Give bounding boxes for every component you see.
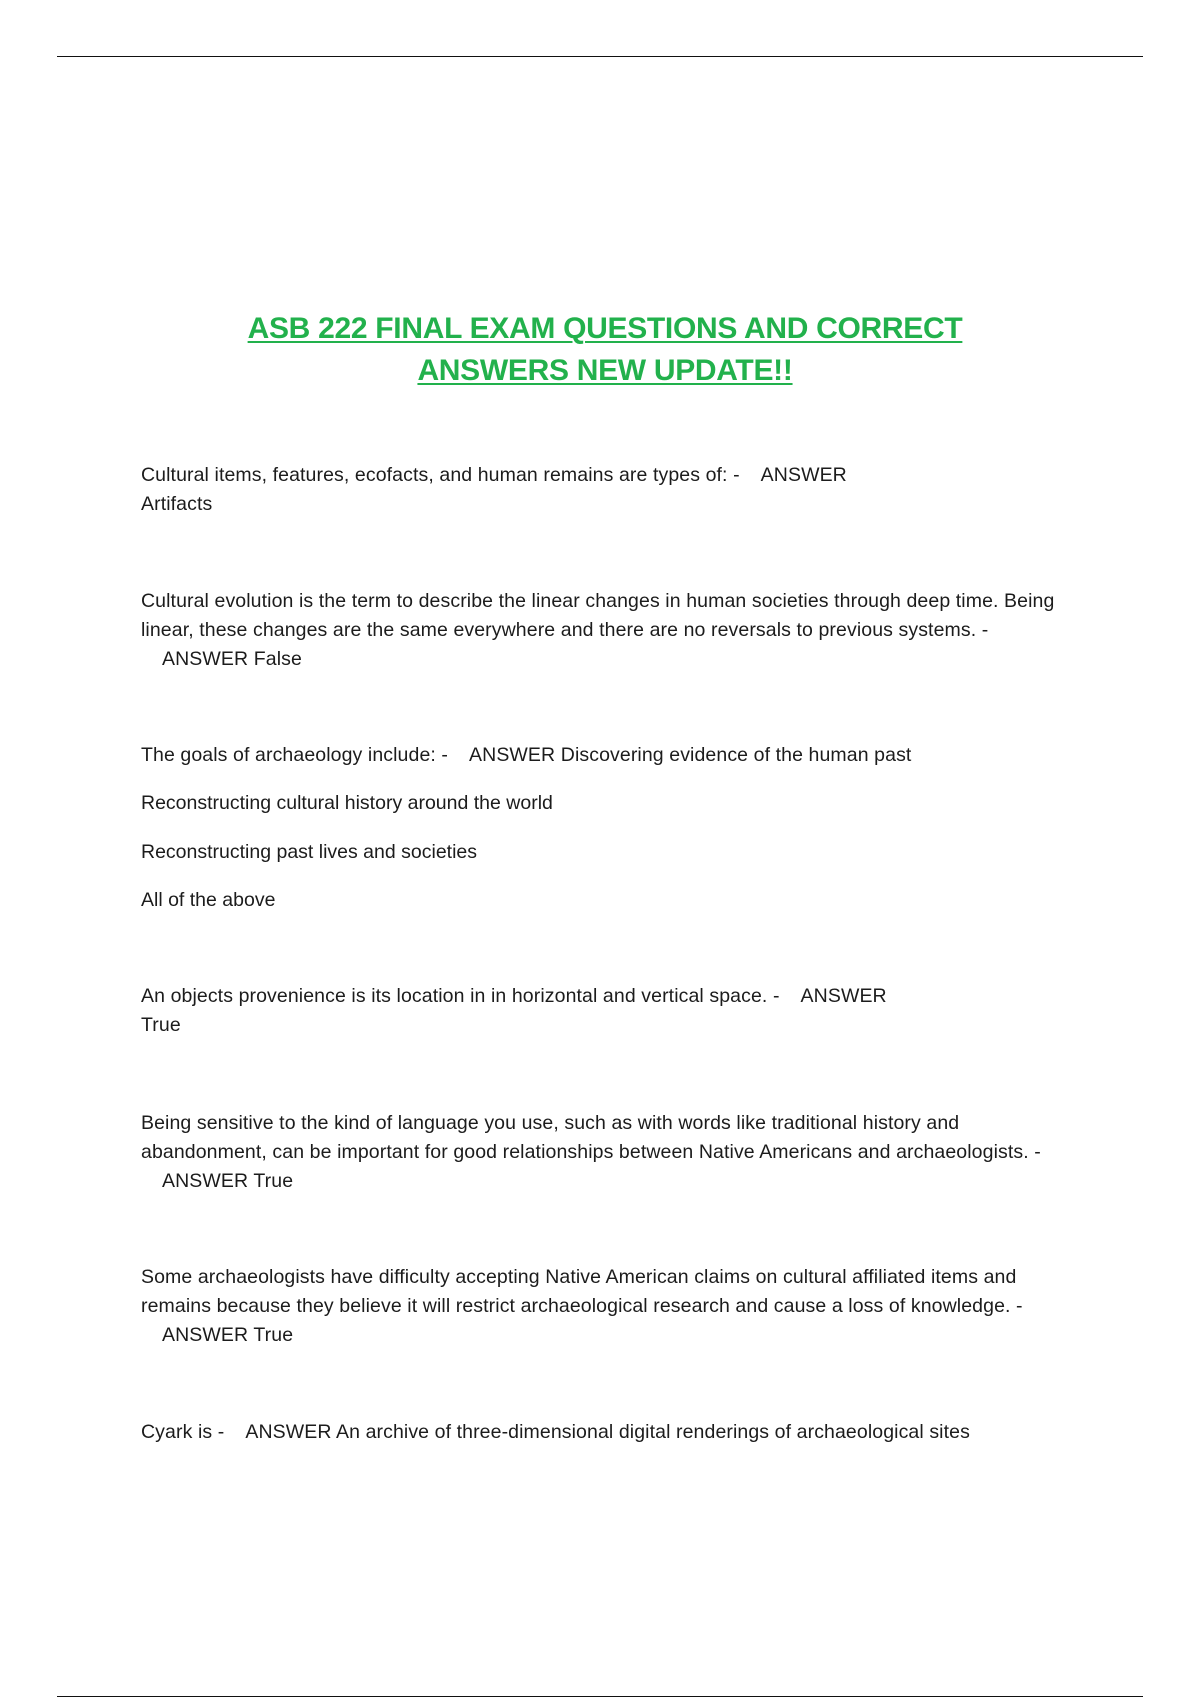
answer-label: ANSWER [760, 464, 847, 486]
answer-option: Reconstructing past lives and societies [141, 841, 478, 863]
answer-label: ANSWER [162, 1170, 249, 1192]
answer-text: False [253, 648, 302, 670]
answer-label: ANSWER [162, 648, 249, 670]
answer-option: Reconstructing cultural history around the world [141, 792, 553, 814]
answer-label: ANSWER [245, 1421, 332, 1443]
qa-item-1 [141, 461, 1071, 519]
question-text: Cyark is - [141, 1421, 225, 1443]
qa-item-5 [141, 1109, 1071, 1196]
qa-item-4 [141, 982, 1071, 1040]
title-line-2: ANSWERS NEW UPDATE!! [417, 354, 793, 387]
question-text: Cultural items, features, ecofacts, and human remains are types of: - [141, 464, 740, 486]
answer-option: All of the above [141, 889, 276, 911]
question-text: An objects provenience is its location in in horizontal and vertical space. - [141, 985, 780, 1007]
question-text: Being sensitive to the kind of language you use, such as with words like traditional history and abandonment, can be important for good relationships between Native Americans and archaeologists. - [141, 1112, 1041, 1163]
question-text: The goals of archaeology include: - [141, 744, 449, 766]
title-line-1: ASB 222 FINAL EXAM QUESTIONS AND CORRECT [247, 312, 963, 345]
answer-label: ANSWER [800, 985, 887, 1007]
question-text: Some archaeologists have difficulty accepting Native American claims on cultural affiliated items and remains because they believe it will restrict archaeological research and cause a loss of knowledge. - [141, 1266, 1023, 1317]
answer-text: True [253, 1170, 294, 1192]
bottom-rule [57, 1696, 1143, 1697]
question-text: Cultural evolution is the term to describe the linear changes in human societies through deep time. Being linear, these changes are the same everywhere and there are no reversals to previous systems. - [141, 590, 1055, 641]
answer-text: Discovering evidence of the human past [560, 744, 912, 766]
qa-item-7 [141, 1418, 1071, 1447]
answer-text: True [141, 1014, 181, 1036]
qa-item-6 [141, 1263, 1071, 1350]
qa-item-2 [141, 587, 1071, 674]
qa-item-3 [141, 741, 1071, 770]
top-rule [57, 56, 1143, 57]
answer-text: True [253, 1324, 294, 1346]
document-title [150, 308, 1060, 392]
answer-text: Artifacts [141, 493, 213, 515]
answer-text: An archive of three-dimensional digital renderings of archaeological sites [336, 1421, 970, 1443]
answer-label: ANSWER [162, 1324, 249, 1346]
answer-label: ANSWER [469, 744, 556, 766]
